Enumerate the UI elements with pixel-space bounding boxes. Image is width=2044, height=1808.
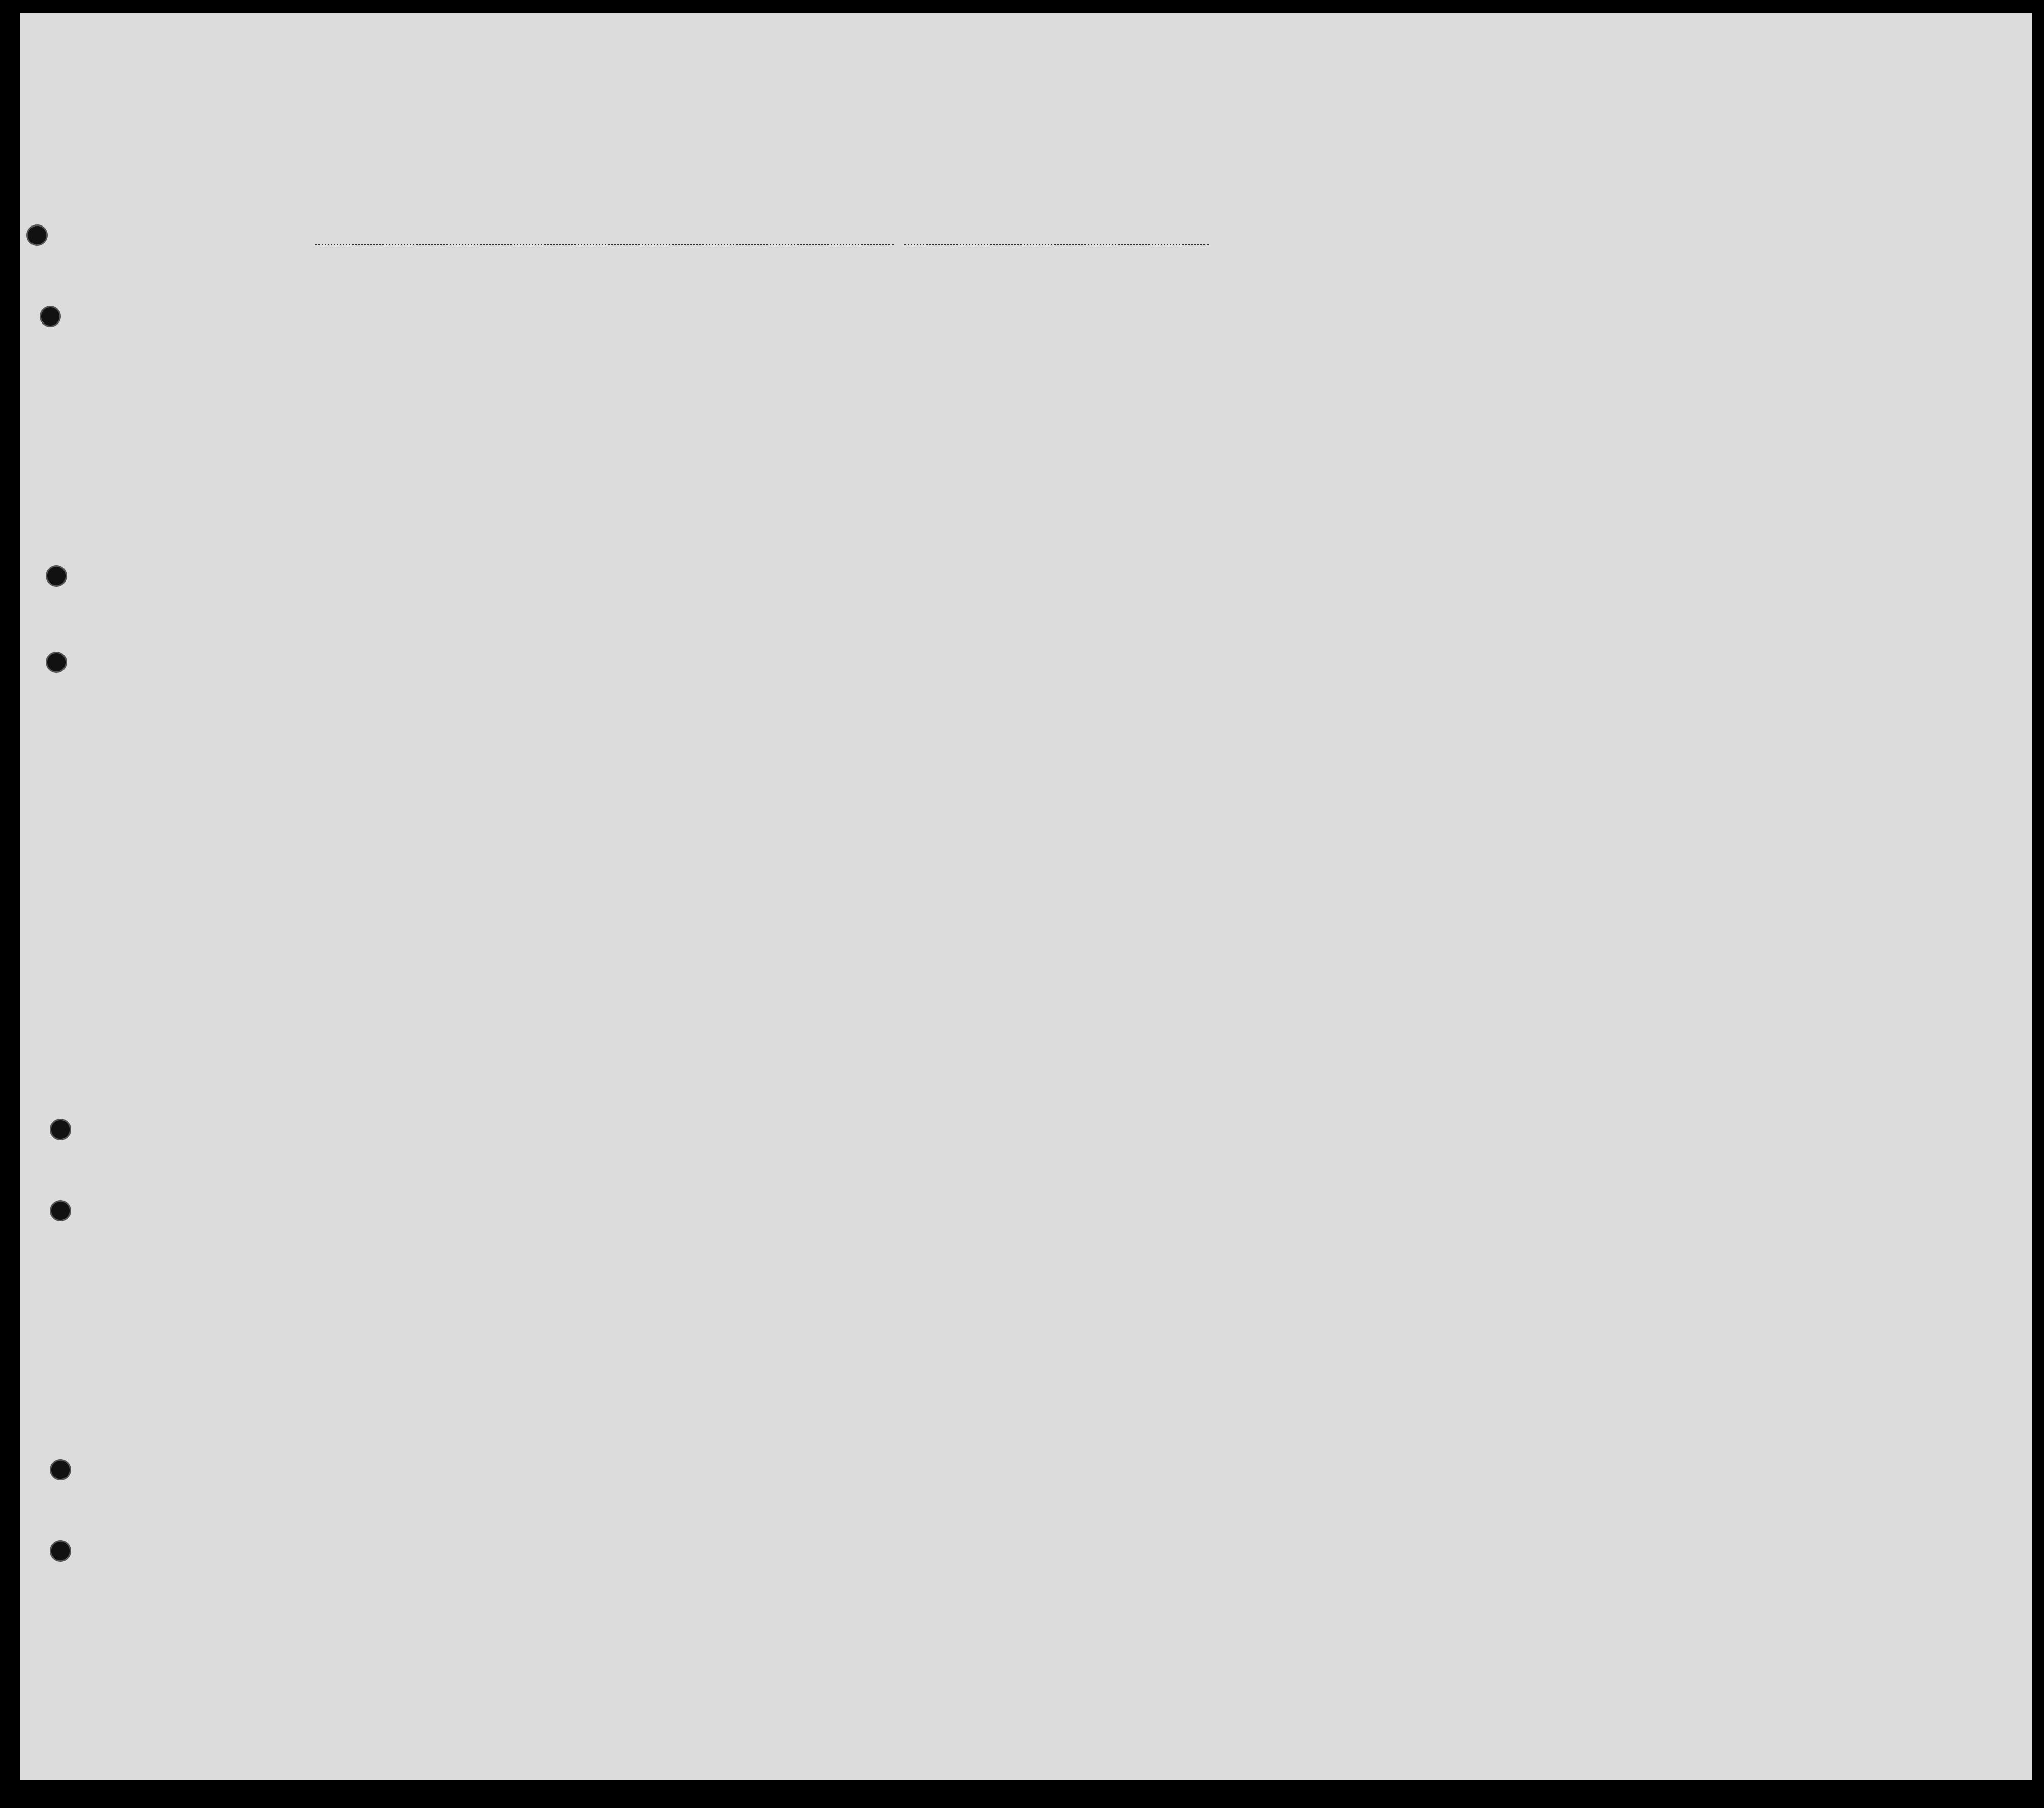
- manifest-sheet: [20, 13, 2032, 1780]
- col19-label: [579, 297, 608, 424]
- col31-label: [1535, 300, 1555, 427]
- col30-label: [1512, 300, 1532, 427]
- col29-label: [1468, 300, 1509, 427]
- purpose-c-label: [1260, 322, 1290, 427]
- purpose-b-label: [1224, 322, 1255, 427]
- binder-hole: [26, 224, 48, 246]
- binder-hole: [50, 1540, 71, 1562]
- binder-hole: [46, 652, 67, 673]
- col21-label: [716, 297, 745, 424]
- col25-label: [1295, 300, 1344, 427]
- binder-hole: [50, 1459, 71, 1480]
- col28-label: [1407, 300, 1458, 427]
- table-grid: [20, 13, 2032, 1780]
- col26-label: [1347, 300, 1367, 427]
- purpose-a-label: [1178, 322, 1214, 427]
- col27-label: [1376, 300, 1396, 427]
- feet-label: [1691, 368, 1712, 419]
- binder-hole: [50, 1119, 71, 1140]
- binder-hole: [46, 565, 67, 587]
- binder-hole: [40, 306, 61, 327]
- binder-hole: [50, 1200, 71, 1221]
- inches-label: [1716, 368, 1736, 419]
